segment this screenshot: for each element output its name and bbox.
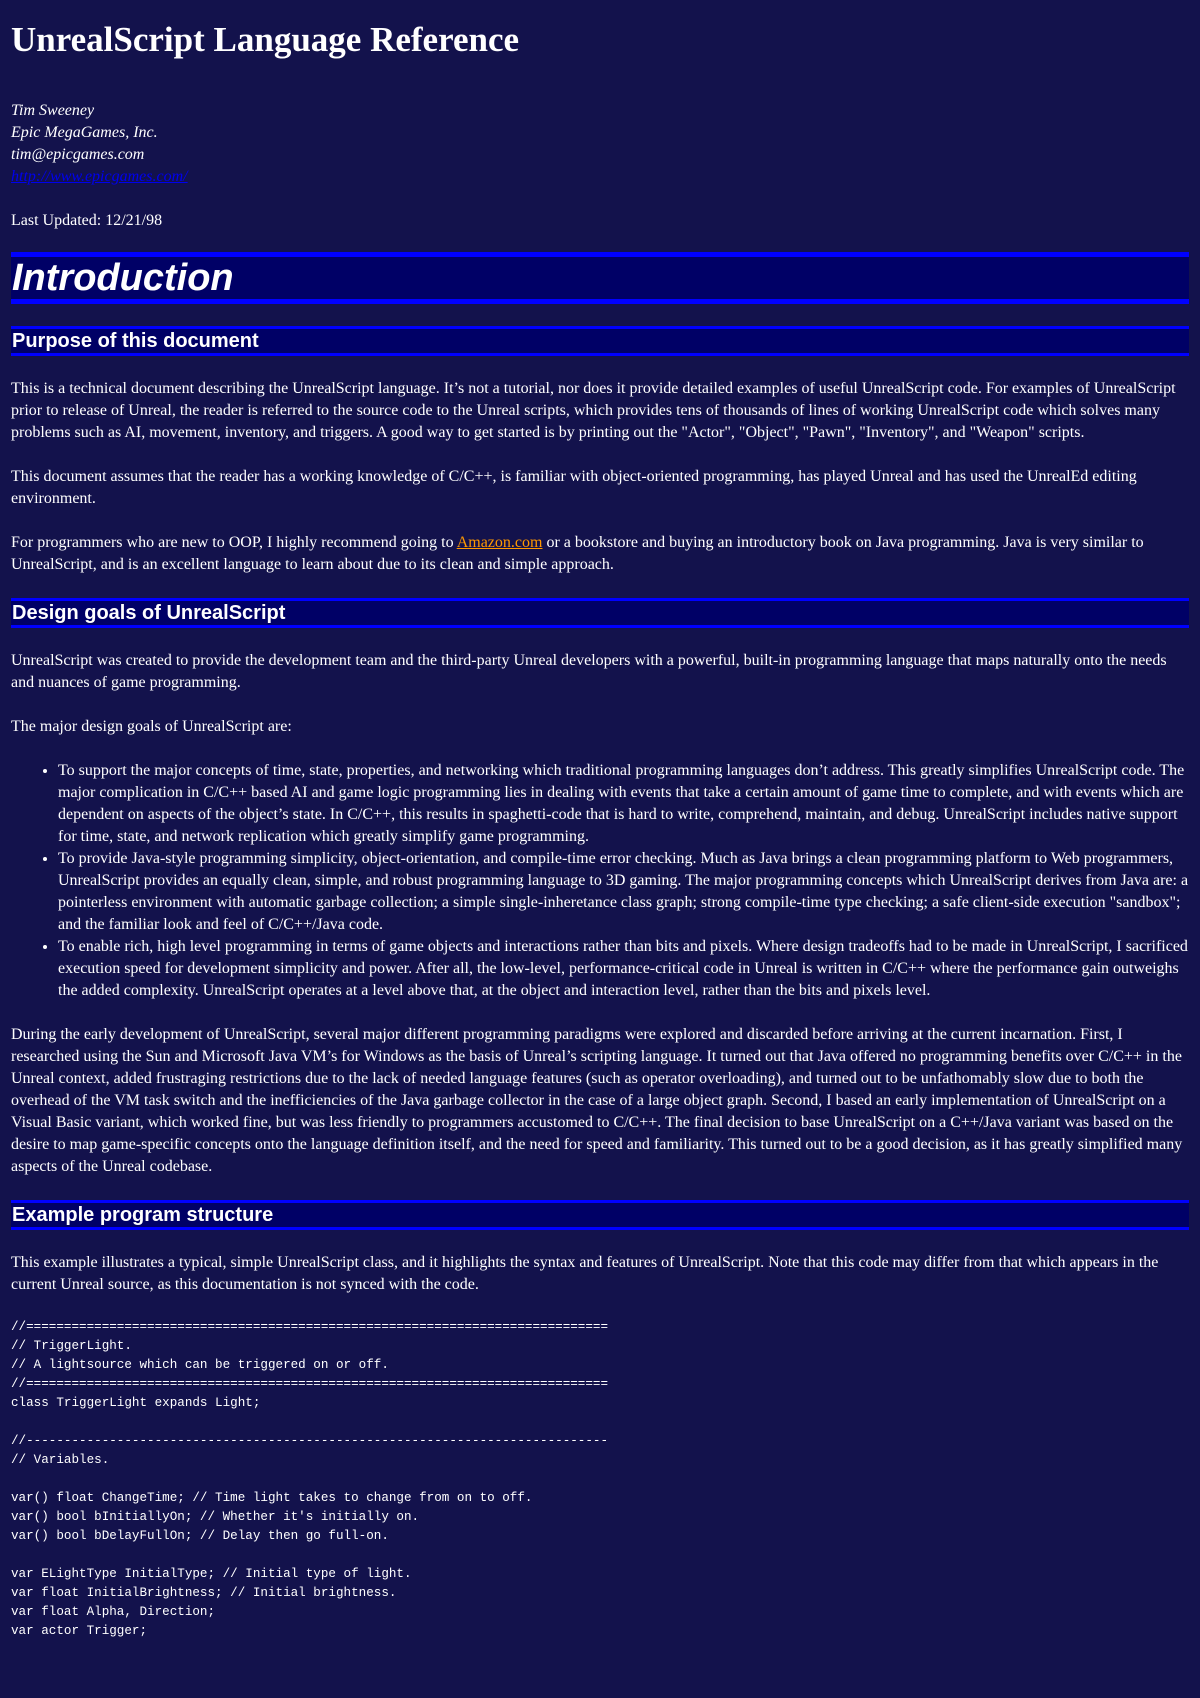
list-item: • To enable rich, high level programming in terms of game objects and interactions rather than bits and pixels. Where design tradeoffs had to be made in UnrealScript, I sacrificed execution speed for development simplicity and power. After all, the low-level, performance-critical code in Unreal is written in C/C++ where the performance gain outweighs the added complexity. UnrealScript operates at a level above that, at the object and interaction level, rather than the bits and pixels level. (58, 936, 1189, 1002)
purpose-paragraph-3: For programmers who are new to OOP, I highly recommend going to Amazon.com or a bookstore and buying an introductory book on Java programming. Java is very similar to UnrealScript, and is an excellent language to learn about due to its clean and simple approach. (11, 534, 1144, 573)
introduction-heading: Introduction (11, 252, 1189, 304)
page-title: UnrealScript Language Reference (11, 20, 520, 59)
list-item: • To provide Java-style programming simplicity, object-orientation, and compile-time error checking. Much as Java brings a clean programming platform to Web programmers, UnrealScript provides an equally clean, simple, and robust programming language to 3D gaming. The major programming concepts which UnrealScript derives from Java are: a pointerless environment with automatic garbage collection; a simple single-inheretance class graph; strong compile-time type checking; a safe client-side execution "sandbox"; and the familiar look and feel of C/C++/Java code. (58, 848, 1189, 936)
purpose-heading: Purpose of this document (11, 326, 1189, 356)
amazon-link[interactable]: Amazon.com (456, 534, 543, 551)
purpose-paragraph-2: This document assumes that the reader has a working knowledge of C/C++, is familiar with object-oriented programming, has played Unreal and has used the UnrealEd editing environment. (11, 468, 1137, 507)
author-name: Tim Sweeney (11, 102, 95, 119)
example-paragraph-1: This example illustrates a typical, simple UnrealScript class, and it highlights the syntax and features of UnrealScript. Note that this code may differ from that which appears in the current Unreal source, as this documentation is not synced with the code. (11, 1254, 1159, 1293)
purpose-paragraph-1: This is a technical document describing the UnrealScript language. It’s not a tutorial, nor does it provide detailed examples of useful UnrealScript code. For examples of UnrealScript prior to release of Unreal, the reader is referred to the source code to the Unreal scripts, which provides tens of thousands of lines of working UnrealScript code which solves many problems such as AI, movement, inventory, and triggers. A good way to get started is by printing out the "Actor", "Object", "Pawn", "Inventory", and "Weapon" scripts. (11, 380, 1176, 441)
example-heading: Example program structure (11, 1200, 1189, 1230)
list-item: • To support the major concepts of time, state, properties, and networking which traditional programming languages don’t address. This greatly simplifies UnrealScript code. The major complication in C/C++ based AI and game logic programming lies in dealing with events that take a certain amount of game time to complete, and with events which are dependent on aspects of the object’s state. In C/C++, this results in spaghetti-code that is hard to write, comprehend, maintain, and debug. UnrealScript includes native support for time, state, and network replication which greatly simplify game programming. (58, 760, 1189, 848)
author-website-link[interactable]: http://www.epicgames.com/ (11, 168, 188, 185)
design-goals-list (11, 760, 1189, 1002)
author-block (11, 100, 1189, 188)
design-goals-heading: Design goals of UnrealScript (11, 598, 1189, 628)
design-paragraph-2: The major design goals of UnrealScript are: (11, 718, 292, 735)
author-email: tim@epicgames.com (11, 146, 145, 163)
design-paragraph-3: During the early development of UnrealScript, several major different programming paradigms were explored and discarded before arriving at the current incarnation. First, I researched using the Sun and Microsoft Java VM’s for Windows as the basis of Unreal’s scripting language. It turned out that Java offered no programming benefits over C/C++ in the Unreal context, added frustraging restrictions due to the lack of needed language features (such as operator overloading), and turned out to be unfathomably slow due to both the overhead of the VM task switch and the inefficiencies of the Java garbage collector in the case of a large object graph. Second, I based an early implementation of UnrealScript on a Visual Basic variant, which worked fine, but was less friendly to programmers accustomed to C/C++. The final decision to base UnrealScript on a C++/Java variant was based on the desire to map game-specific concepts onto the language definition itself, and the need for speed and familiarity. This turned out to be a good decision, as it has greatly simplified many aspects of the Unreal codebase. (11, 1026, 1183, 1175)
author-company: Epic MegaGames, Inc. (11, 124, 158, 141)
last-updated: Last Updated: 12/21/98 (11, 212, 163, 229)
code-sample: //============================================================================= // TriggerLight. // A lightsource which can be triggered on or off. //============================================================================= class TriggerLight expands Light; //----------------------------------------------------------------------------- // Variables. var() float ChangeTime; // Time light takes to change from on to off. var() bool bInitiallyOn; // Whether it's initially on. var() bool bDelayFullOn; // Delay then go full-on. var ELightType InitialType; // Initial type of light. var float InitialBrightness; // Initial brightness. var float Alpha, Direction; var actor Trigger; (11, 1320, 609, 1638)
design-paragraph-1: UnrealScript was created to provide the development team and the third-party Unreal developers with a powerful, built-in programming language that maps naturally onto the needs and nuances of game programming. (11, 652, 1167, 691)
